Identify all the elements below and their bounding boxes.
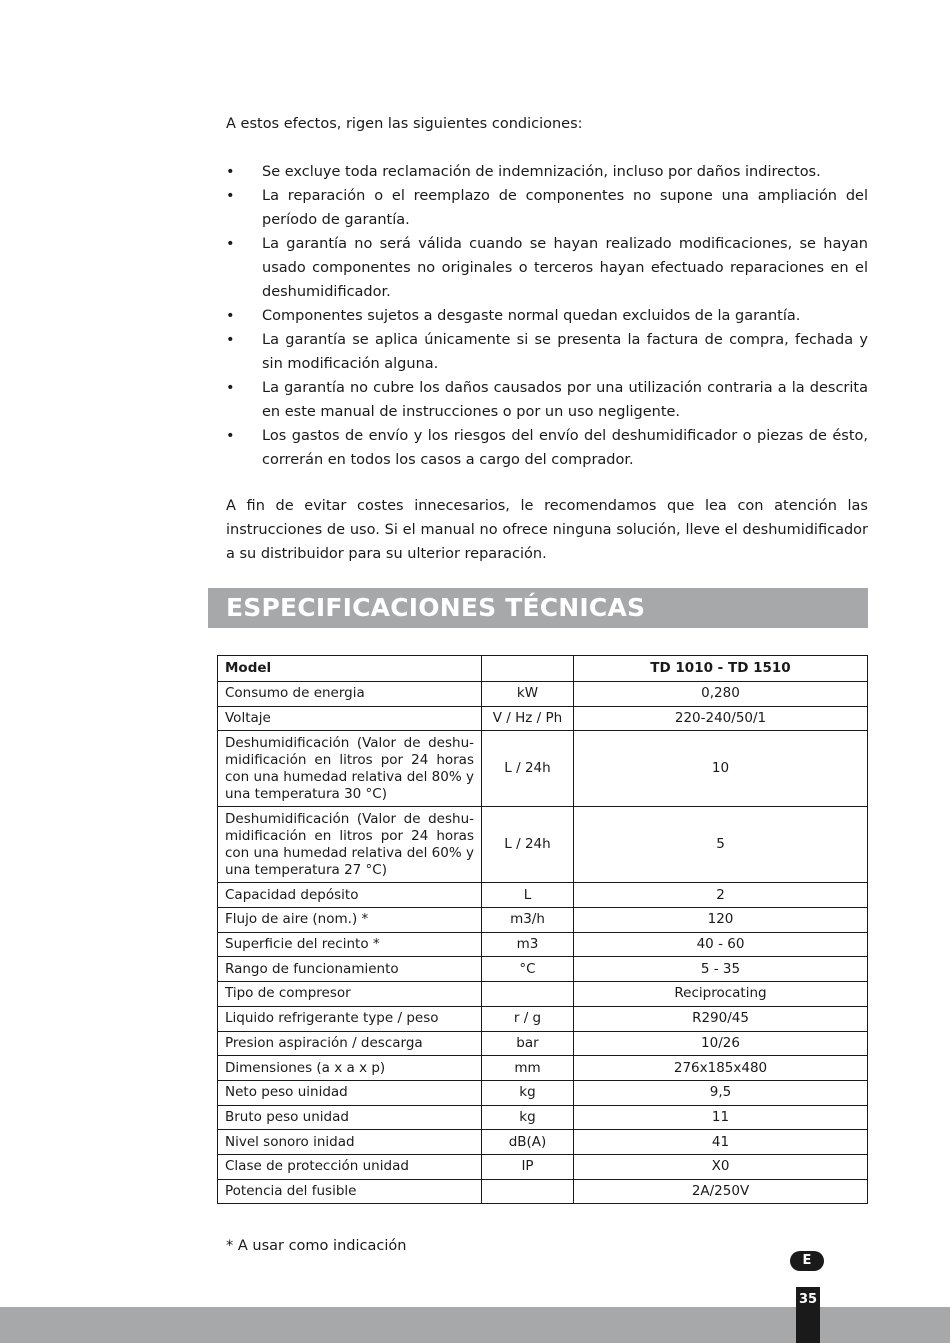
table-row	[218, 1006, 868, 1031]
bullet-icon: •	[226, 164, 235, 180]
language-badge: E	[790, 1251, 824, 1271]
row-unit	[482, 982, 574, 1007]
row-unit: m3/h	[482, 908, 574, 933]
row-label: Neto peso uinidad	[218, 1080, 482, 1105]
bullet-icon: •	[226, 380, 235, 396]
list-item	[226, 160, 868, 184]
row-label: Rango de funcionamiento	[218, 957, 482, 982]
list-item-text: Componentes sujetos a desgaste normal quedan excluidos de la garantía.	[262, 308, 801, 324]
list-item	[226, 304, 868, 328]
table-row	[218, 706, 868, 731]
row-label: Clase de protección unidad	[218, 1154, 482, 1179]
row-label: Presion aspiración / descarga	[218, 1031, 482, 1056]
row-value: R290/45	[574, 1006, 868, 1031]
row-unit: °C	[482, 957, 574, 982]
row-label: Deshumidificación (Valor de deshu-midificación en litros por 24 horas con una humedad relativa del 60% y una temperatura 27 °C)	[218, 807, 482, 883]
table-row	[218, 932, 868, 957]
table-row	[218, 1105, 868, 1130]
page-number: 35	[796, 1287, 820, 1343]
row-unit: r / g	[482, 1006, 574, 1031]
table-row	[218, 982, 868, 1007]
row-label: Tipo de compresor	[218, 982, 482, 1007]
row-unit: kg	[482, 1080, 574, 1105]
header-cell-model: Model	[218, 656, 482, 682]
row-value: X0	[574, 1154, 868, 1179]
list-item	[226, 328, 868, 376]
table-row	[218, 807, 868, 883]
row-value: 10	[574, 731, 868, 807]
row-value: 9,5	[574, 1080, 868, 1105]
row-label: Voltaje	[218, 706, 482, 731]
row-unit: L	[482, 883, 574, 908]
row-value: 220-240/50/1	[574, 706, 868, 731]
row-label: Deshumidificación (Valor de deshu-midificación en litros por 24 horas con una humedad relativa del 80% y una temperatura 30 °C)	[218, 731, 482, 807]
intro-text: A estos efectos, rigen las siguientes condiciones:	[226, 116, 583, 132]
row-value: 120	[574, 908, 868, 933]
header-cell-value: TD 1010 - TD 1510	[574, 656, 868, 682]
table-row	[218, 957, 868, 982]
row-unit: L / 24h	[482, 731, 574, 807]
row-value: 2	[574, 883, 868, 908]
list-item-text: La garantía se aplica únicamente si se presenta la factura de compra, fechada y sin modificación alguna.	[262, 332, 868, 372]
list-item-text: Se excluye toda reclamación de indemnización, incluso por daños indirectos.	[262, 164, 821, 180]
row-unit: dB(A)	[482, 1130, 574, 1155]
section-title: ESPECIFICACIONES TÉCNICAS	[226, 593, 646, 622]
section-header-bar	[208, 588, 868, 628]
row-label: Consumo de energia	[218, 682, 482, 707]
row-label: Dimensiones (a x a x p)	[218, 1056, 482, 1081]
row-value: 0,280	[574, 682, 868, 707]
bullet-icon: •	[226, 428, 235, 444]
row-value: 40 - 60	[574, 932, 868, 957]
row-value: 5	[574, 807, 868, 883]
table-header-row	[218, 656, 868, 682]
list-item-text: Los gastos de envío y los riesgos del envío del deshumidificador o piezas de ésto, correrán en todos los casos a cargo del comprador.	[262, 428, 868, 468]
table-row	[218, 1130, 868, 1155]
row-unit: m3	[482, 932, 574, 957]
row-unit	[482, 1179, 574, 1204]
row-unit: IP	[482, 1154, 574, 1179]
table-row	[218, 1056, 868, 1081]
row-unit: kg	[482, 1105, 574, 1130]
row-label: Flujo de aire (nom.) *	[218, 908, 482, 933]
row-unit: kW	[482, 682, 574, 707]
table-row	[218, 682, 868, 707]
row-label: Capacidad depósito	[218, 883, 482, 908]
row-value: 5 - 35	[574, 957, 868, 982]
table-row	[218, 731, 868, 807]
closing-paragraph: A fin de evitar costes innecesarios, le recomendamos que lea con atención las instrucciones de uso. Si el manual no ofrece ninguna solución, lleve el deshumidificador a su distribuidor para su ulterior reparación.	[226, 498, 868, 562]
table-row	[218, 908, 868, 933]
list-item	[226, 184, 868, 232]
bullet-icon: •	[226, 308, 235, 324]
row-value: 11	[574, 1105, 868, 1130]
row-unit: V / Hz / Ph	[482, 706, 574, 731]
row-label: Liquido refrigerante type / peso	[218, 1006, 482, 1031]
table-row	[218, 1031, 868, 1056]
row-label: Superficie del recinto *	[218, 932, 482, 957]
list-item-text: La reparación o el reemplazo de componentes no supone una ampliación del período de garantía.	[262, 188, 868, 228]
table-row	[218, 1179, 868, 1204]
row-unit: bar	[482, 1031, 574, 1056]
list-item	[226, 232, 868, 304]
list-item-text: La garantía no cubre los daños causados por una utilización contraria a la descrita en este manual de instrucciones o por un uso negligente.	[262, 380, 868, 420]
row-value: 276x185x480	[574, 1056, 868, 1081]
row-value: 41	[574, 1130, 868, 1155]
row-label: Bruto peso unidad	[218, 1105, 482, 1130]
bullet-icon: •	[226, 188, 235, 204]
row-value: 10/26	[574, 1031, 868, 1056]
list-item	[226, 376, 868, 424]
row-unit: mm	[482, 1056, 574, 1081]
table-row	[218, 883, 868, 908]
table-row	[218, 1154, 868, 1179]
list-item	[226, 424, 868, 472]
bullet-icon: •	[226, 332, 235, 348]
conditions-list	[226, 160, 868, 472]
row-value: Reciprocating	[574, 982, 868, 1007]
footnote: * A usar como indicación	[226, 1238, 407, 1254]
header-cell-unit	[482, 656, 574, 682]
list-item-text: La garantía no será válida cuando se hayan realizado modificaciones, se hayan usado componentes no originales o terceros hayan efectuado reparaciones en el deshumidificador.	[262, 236, 868, 300]
row-value: 2A/250V	[574, 1179, 868, 1204]
row-label: Potencia del fusible	[218, 1179, 482, 1204]
bullet-icon: •	[226, 236, 235, 252]
table-row	[218, 1080, 868, 1105]
row-label: Nivel sonoro inidad	[218, 1130, 482, 1155]
spec-table	[217, 655, 868, 1204]
row-unit: L / 24h	[482, 807, 574, 883]
